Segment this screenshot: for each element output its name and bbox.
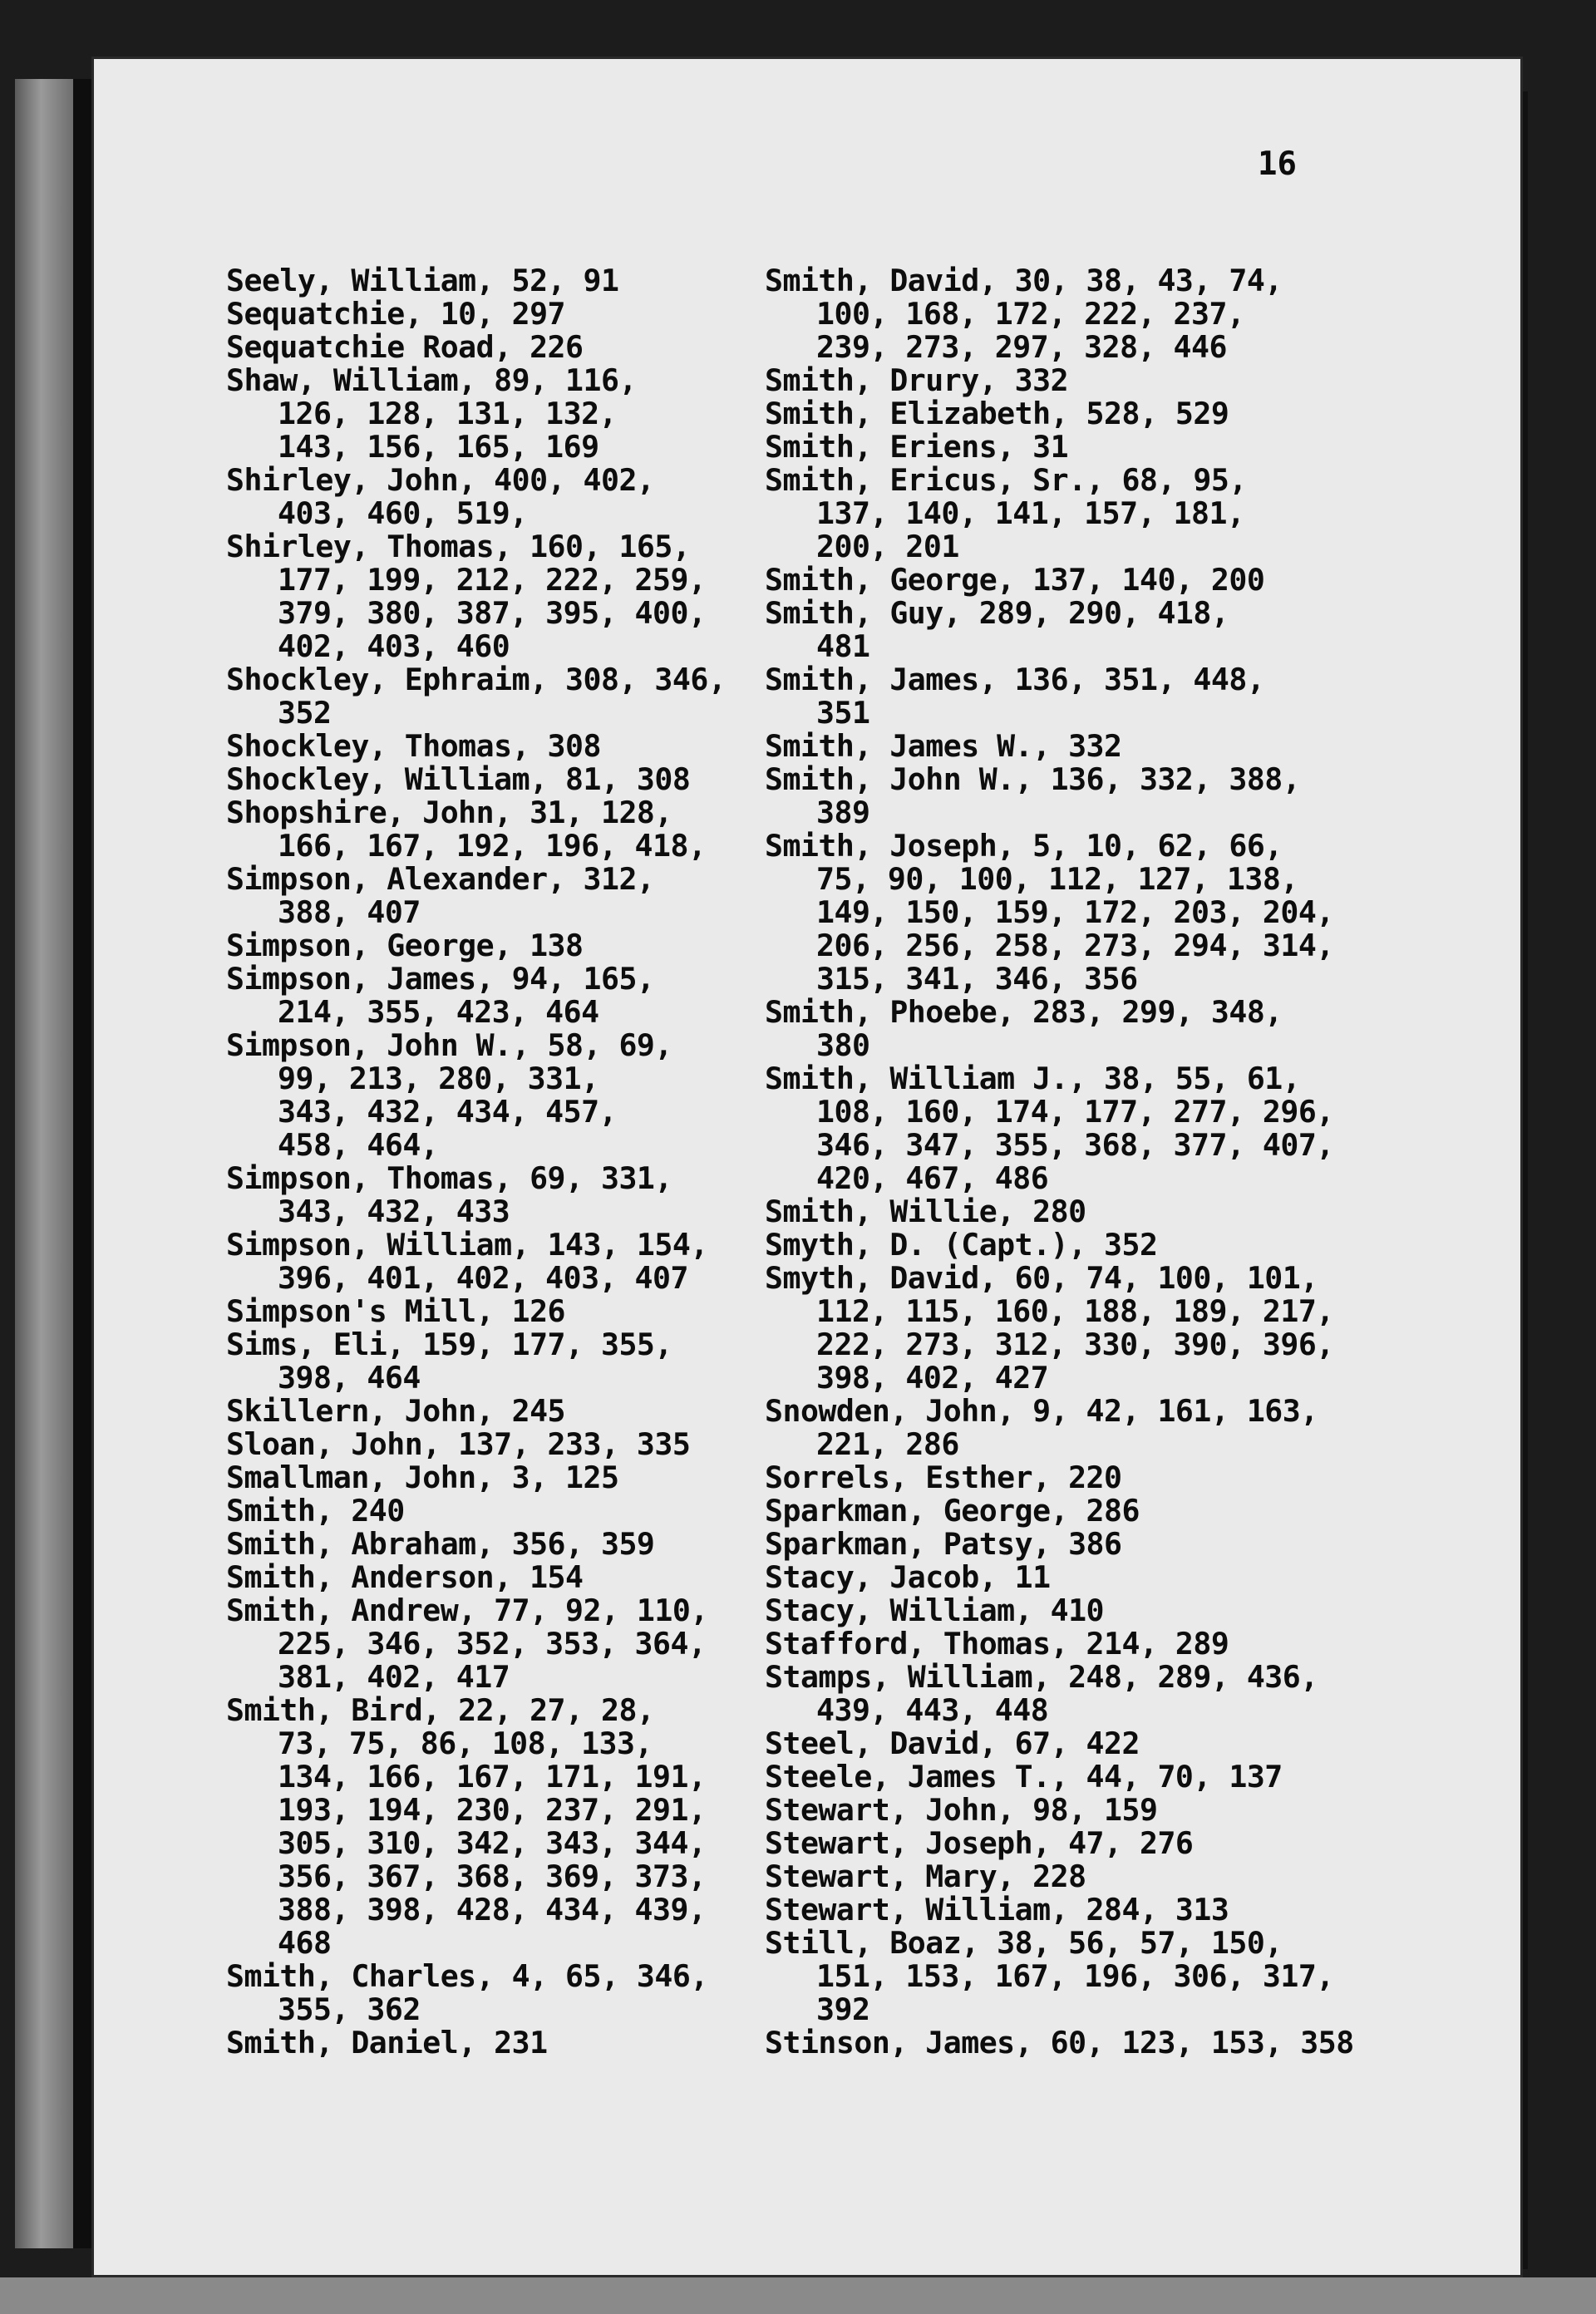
- index-entry: [765, 1494, 1363, 1528]
- index-entry-continuation: 346, 347, 355, 368, 377, 407,: [816, 1127, 1334, 1163]
- index-entry-heading: Smith, Daniel, 231: [226, 2025, 548, 2060]
- index-entry: [765, 264, 1363, 364]
- index-entry: [226, 929, 725, 963]
- index-entry: [765, 1727, 1363, 1760]
- index-entry-continuation: 402, 403, 460: [278, 628, 510, 664]
- index-entry: [226, 730, 725, 763]
- index-entry-heading: Stacy, William, 410: [765, 1593, 1105, 1628]
- index-entry: [765, 1561, 1363, 1594]
- index-entry: [765, 2026, 1363, 2060]
- index-entry-heading: Shockley, William, 81, 308: [226, 761, 691, 797]
- index-entry-continuation: 388, 407: [278, 894, 421, 930]
- index-entry-continuation: 126, 128, 131, 132,: [278, 396, 618, 431]
- index-entry-heading: Smith, Joseph, 5, 10, 62, 66,: [765, 828, 1283, 864]
- index-entry-heading: Smith, Eriens, 31: [765, 429, 1069, 465]
- index-entry-continuation: 99, 213, 280, 331,: [278, 1061, 599, 1096]
- index-entry-continuation: 100, 168, 172, 222, 237,: [816, 296, 1245, 332]
- index-entry-heading: Smith, 240: [226, 1493, 405, 1529]
- binding-strip: [15, 79, 81, 2248]
- index-entry-heading: Smith, Ericus, Sr., 68, 95,: [765, 462, 1247, 498]
- index-entry: [765, 1395, 1363, 1461]
- index-entry-continuation: 481: [816, 628, 870, 664]
- index-entry: [226, 1561, 725, 1594]
- index-entry-heading: Smith, Drury, 332: [765, 362, 1069, 398]
- index-entry: [765, 1794, 1363, 1827]
- index-entry-heading: Smith, Charles, 4, 65, 346,: [226, 1958, 708, 1994]
- index-entry: [226, 331, 725, 364]
- index-entry-heading: Stewart, John, 98, 159: [765, 1792, 1158, 1828]
- index-entry-heading: Smith, David, 30, 38, 43, 74,: [765, 263, 1283, 298]
- index-entry-continuation: 75, 90, 100, 112, 127, 138,: [816, 861, 1298, 897]
- index-entry-continuation: 108, 160, 174, 177, 277, 296,: [816, 1094, 1334, 1130]
- index-entry-continuation: 177, 199, 212, 222, 259,: [278, 562, 707, 598]
- index-entry-continuation: 398, 402, 427: [816, 1360, 1049, 1396]
- index-entry-continuation: 200, 201: [816, 529, 959, 564]
- index-entry-heading: Smith, Phoebe, 283, 299, 348,: [765, 994, 1283, 1030]
- index-entry-continuation: 439, 443, 448: [816, 1692, 1049, 1728]
- index-entry-continuation: 112, 115, 160, 188, 189, 217,: [816, 1293, 1334, 1329]
- index-entry: [226, 1461, 725, 1494]
- index-entry: [765, 431, 1363, 464]
- index-entry: [226, 1528, 725, 1561]
- index-entry-heading: Smyth, David, 60, 74, 100, 101,: [765, 1260, 1318, 1296]
- index-entry: [226, 1694, 725, 1960]
- index-entry: [765, 830, 1363, 996]
- index-entry: [226, 963, 725, 1029]
- index-entry-heading: Smith, James, 136, 351, 448,: [765, 662, 1265, 697]
- index-entry: [226, 796, 725, 863]
- index-entry-continuation: 392: [816, 1992, 870, 2027]
- index-entry-continuation: 379, 380, 387, 395, 400,: [278, 595, 707, 631]
- index-entry-heading: Smith, Anderson, 154: [226, 1559, 584, 1595]
- index-entry: [226, 2026, 725, 2060]
- index-entry-continuation: 137, 140, 141, 157, 181,: [816, 495, 1245, 531]
- index-entry-heading: Smith, George, 137, 140, 200: [765, 562, 1265, 598]
- index-entry-heading: Smith, Andrew, 77, 92, 110,: [226, 1593, 708, 1628]
- index-entry: [226, 1594, 725, 1694]
- index-entry: [226, 1428, 725, 1461]
- index-entry: [765, 1195, 1363, 1228]
- index-entry: [765, 1927, 1363, 2026]
- index-entry-heading: Stamps, William, 248, 289, 436,: [765, 1659, 1318, 1695]
- index-entry-heading: Stewart, Mary, 228: [765, 1859, 1086, 1894]
- index-entry-heading: Smith, William J., 38, 55, 61,: [765, 1061, 1301, 1096]
- index-entry-heading: Stinson, James, 60, 123, 153, 358: [765, 2025, 1354, 2060]
- index-entry-heading: Stafford, Thomas, 214, 289: [765, 1626, 1229, 1662]
- index-entry-continuation: 356, 367, 368, 369, 373,: [278, 1859, 707, 1894]
- index-column-left: [226, 264, 725, 2060]
- index-entry: [765, 730, 1363, 763]
- index-entry-heading: Still, Boaz, 38, 56, 57, 150,: [765, 1925, 1283, 1961]
- index-entry: [765, 1461, 1363, 1494]
- index-entry-continuation: 468: [278, 1925, 332, 1961]
- index-entry: [226, 1228, 725, 1295]
- index-entry-continuation: 403, 460, 519,: [278, 495, 528, 531]
- index-entry-continuation: 225, 346, 352, 353, 364,: [278, 1626, 707, 1662]
- index-entry-heading: Smith, Bird, 22, 27, 28,: [226, 1692, 655, 1728]
- index-entry: [765, 1062, 1363, 1195]
- index-entry: [765, 1228, 1363, 1262]
- index-entry: [226, 863, 725, 929]
- index-entry-continuation: 388, 398, 428, 434, 439,: [278, 1892, 707, 1928]
- index-entry-heading: Simpson, Alexander, 312,: [226, 861, 655, 897]
- index-entry-continuation: 315, 341, 346, 356: [816, 961, 1138, 997]
- index-entry-continuation: 149, 150, 159, 172, 203, 204,: [816, 894, 1334, 930]
- index-entry-heading: Smith, Abraham, 356, 359: [226, 1526, 655, 1562]
- index-entry: [765, 397, 1363, 431]
- index-entry-heading: Simpson, William, 143, 154,: [226, 1227, 708, 1263]
- index-entry: [765, 1661, 1363, 1727]
- index-entry: [226, 264, 725, 298]
- index-entry-heading: Shirley, John, 400, 402,: [226, 462, 655, 498]
- index-entry: [765, 1528, 1363, 1561]
- index-entry-heading: Sorrels, Esther, 220: [765, 1460, 1122, 1495]
- index-entry: [765, 1262, 1363, 1395]
- page-number: 16: [1258, 145, 1297, 183]
- index-entry-heading: Shopshire, John, 31, 128,: [226, 795, 672, 830]
- index-entry-heading: Smyth, D. (Capt.), 352: [765, 1227, 1158, 1263]
- index-entry-continuation: 222, 273, 312, 330, 390, 396,: [816, 1327, 1334, 1362]
- index-entry-heading: Shockley, Ephraim, 308, 346,: [226, 662, 727, 697]
- index-entry-heading: Sloan, John, 137, 233, 335: [226, 1426, 691, 1462]
- index-entry-continuation: 305, 310, 342, 343, 344,: [278, 1825, 707, 1861]
- index-entry: [226, 364, 725, 464]
- index-entry: [765, 663, 1363, 730]
- index-entry-heading: Stacy, Jacob, 11: [765, 1559, 1051, 1595]
- index-entry: [765, 364, 1363, 397]
- index-entry-heading: Sequatchie Road, 226: [226, 329, 584, 365]
- index-entry-heading: Smith, John W., 136, 332, 388,: [765, 761, 1301, 797]
- index-entry-heading: Smith, Elizabeth, 528, 529: [765, 396, 1229, 431]
- index-entry-heading: Shockley, Thomas, 308: [226, 728, 601, 764]
- index-entry: [765, 996, 1363, 1062]
- index-entry: [765, 464, 1363, 564]
- index-entry-continuation: 355, 362: [278, 1992, 421, 2027]
- index-entry-heading: Stewart, Joseph, 47, 276: [765, 1825, 1194, 1861]
- index-entry: [226, 464, 725, 530]
- index-entry-continuation: 239, 273, 297, 328, 446: [816, 329, 1227, 365]
- index-entry-heading: Simpson, James, 94, 165,: [226, 961, 655, 997]
- binding-edge: [73, 79, 91, 2248]
- index-entry-continuation: 193, 194, 230, 237, 291,: [278, 1792, 707, 1828]
- index-entry-continuation: 420, 467, 486: [816, 1160, 1049, 1196]
- index-entry-heading: Smallman, John, 3, 125: [226, 1460, 619, 1495]
- index-entry-continuation: 398, 464: [278, 1360, 421, 1396]
- index-entry-heading: Seely, William, 52, 91: [226, 263, 619, 298]
- index-entry-continuation: 221, 286: [816, 1426, 959, 1462]
- index-entry-heading: Stewart, William, 284, 313: [765, 1892, 1229, 1928]
- index-entry: [765, 1760, 1363, 1794]
- index-entry-heading: Steel, David, 67, 422: [765, 1726, 1140, 1761]
- index-entry: [226, 298, 725, 331]
- index-entry-continuation: 166, 167, 192, 196, 418,: [278, 828, 707, 864]
- index-entry-continuation: 380: [816, 1027, 870, 1063]
- index-entry-continuation: 214, 355, 423, 464: [278, 994, 599, 1030]
- index-entry-heading: Simpson, Thomas, 69, 331,: [226, 1160, 672, 1196]
- bottom-strip: [0, 2277, 1596, 2314]
- index-entry: [226, 1494, 725, 1528]
- index-entry: [765, 1860, 1363, 1893]
- index-entry: [765, 597, 1363, 663]
- index-entry-continuation: 343, 432, 434, 457,: [278, 1094, 618, 1130]
- index-entry-continuation: 73, 75, 86, 108, 133,: [278, 1726, 653, 1761]
- index-entry-heading: Snowden, John, 9, 42, 161, 163,: [765, 1393, 1318, 1429]
- index-entry-heading: Steele, James T., 44, 70, 137: [765, 1759, 1283, 1795]
- index-entry-heading: Simpson, John W., 58, 69,: [226, 1027, 672, 1063]
- index-entry: [765, 763, 1363, 830]
- index-entry-heading: Simpson's Mill, 126: [226, 1293, 566, 1329]
- index-entry-heading: Smith, Willie, 280: [765, 1194, 1086, 1229]
- index-column-right: [765, 264, 1363, 2060]
- index-entry: [226, 1029, 725, 1162]
- index-entry: [226, 530, 725, 663]
- index-entry: [765, 1594, 1363, 1627]
- index-entry-heading: Sparkman, George, 286: [765, 1493, 1140, 1529]
- index-entry: [765, 1893, 1363, 1927]
- index-entry-continuation: 389: [816, 795, 870, 830]
- index-entry: [765, 1827, 1363, 1860]
- index-entry-heading: Simpson, George, 138: [226, 928, 584, 963]
- index-entry-heading: Sparkman, Patsy, 386: [765, 1526, 1122, 1562]
- index-entry-heading: Skillern, John, 245: [226, 1393, 566, 1429]
- index-entry-continuation: 134, 166, 167, 171, 191,: [278, 1759, 707, 1795]
- index-entry: [765, 1627, 1363, 1661]
- index-entry: [765, 564, 1363, 597]
- index-entry-continuation: 351: [816, 695, 870, 731]
- index-entry: [226, 1162, 725, 1228]
- index-entry: [226, 1960, 725, 2026]
- index-entry: [226, 763, 725, 796]
- index-entry: [226, 663, 725, 730]
- index-entry-continuation: 352: [278, 695, 332, 731]
- index-entry-continuation: 143, 156, 165, 169: [278, 429, 599, 465]
- index-entry-heading: Sequatchie, 10, 297: [226, 296, 566, 332]
- index-entry-continuation: 343, 432, 433: [278, 1194, 510, 1229]
- index-entry: [226, 1395, 725, 1428]
- index-entry-heading: Smith, Guy, 289, 290, 418,: [765, 595, 1229, 631]
- index-entry-continuation: 206, 256, 258, 273, 294, 314,: [816, 928, 1334, 963]
- index-entry-heading: Sims, Eli, 159, 177, 355,: [226, 1327, 672, 1362]
- index-entry-heading: Shaw, William, 89, 116,: [226, 362, 637, 398]
- index-entry-heading: Shirley, Thomas, 160, 165,: [226, 529, 691, 564]
- index-entry-continuation: 396, 401, 402, 403, 407: [278, 1260, 688, 1296]
- index-entry-continuation: 151, 153, 167, 196, 306, 317,: [816, 1958, 1334, 1994]
- index-entry: [226, 1328, 725, 1395]
- index-entry: [226, 1295, 725, 1328]
- index-entry-continuation: 458, 464,: [278, 1127, 439, 1163]
- index-entry-heading: Smith, James W., 332: [765, 728, 1122, 764]
- index-entry-continuation: 381, 402, 417: [278, 1659, 510, 1695]
